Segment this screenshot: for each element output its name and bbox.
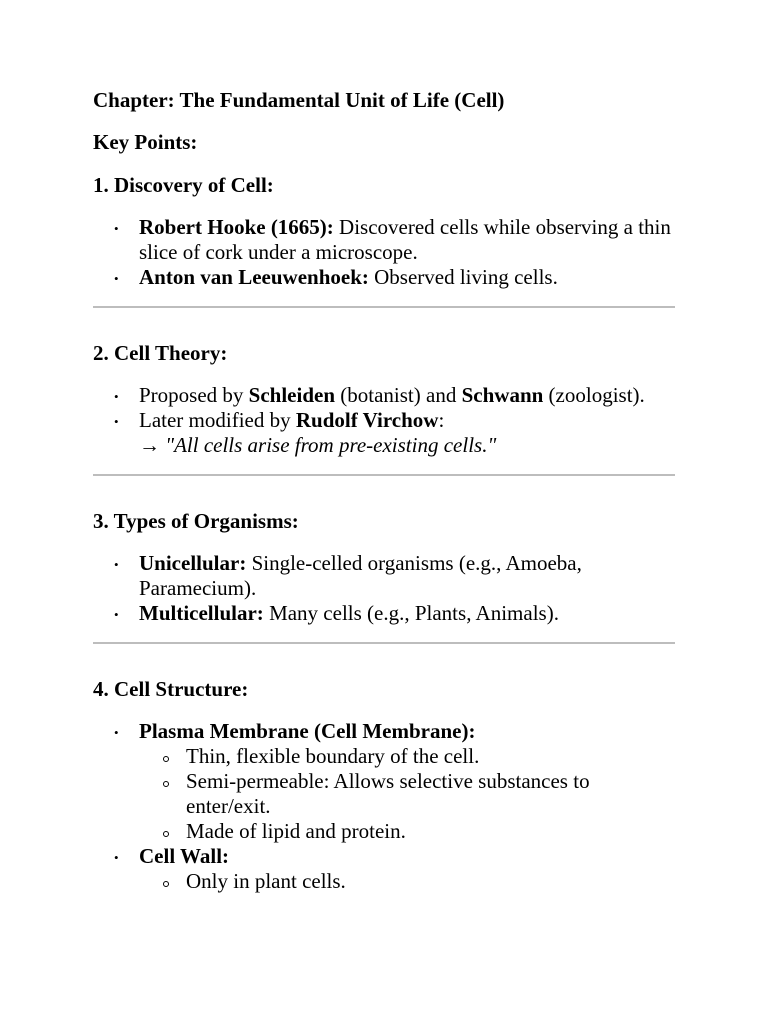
item-text: Many cells (e.g., Plants, Animals). — [263, 601, 559, 625]
list-item — [93, 215, 675, 265]
section-divider — [93, 642, 675, 644]
list-item — [93, 719, 675, 844]
section-heading-cell-theory: 2. Cell Theory: — [93, 341, 228, 365]
sublist-item: Only in plant cells. — [139, 869, 675, 894]
membrane-sublist — [93, 744, 675, 844]
sublist-item: Made of lipid and protein. — [139, 819, 675, 844]
item-bold-label: Cell Wall: — [139, 844, 230, 868]
structure-list — [93, 719, 675, 894]
list-item — [93, 551, 675, 601]
item-text: Observed living cells. — [368, 265, 558, 289]
key-points-label: Key Points: — [93, 130, 198, 154]
item-text: Proposed by — [139, 383, 249, 407]
cell-theory-list — [93, 383, 675, 458]
item-bold-label: Schleiden — [248, 383, 336, 407]
list-item — [93, 844, 675, 894]
item-bold-label: Anton van Leeuwenhoek: — [139, 265, 369, 289]
list-item — [93, 383, 675, 408]
item-bold-label: Unicellular: — [139, 551, 247, 575]
list-item — [93, 408, 675, 458]
chapter-title: Chapter: The Fundamental Unit of Life (Cell) — [93, 88, 505, 112]
list-item — [93, 601, 675, 626]
section-heading-organisms: 3. Types of Organisms: — [93, 509, 299, 533]
item-text: : — [438, 408, 445, 432]
item-bold-label: Plasma Membrane (Cell Membrane): — [139, 719, 476, 743]
item-bold-label: Robert Hooke (1665): — [139, 215, 334, 239]
section-divider — [93, 474, 675, 476]
item-text: (zoologist). — [543, 383, 645, 407]
item-text: Discovered cells while observing a thin slice of cork under a microscope. — [139, 215, 671, 264]
arrow-right-icon: → — [139, 433, 160, 457]
list-item — [93, 265, 675, 290]
wall-sublist — [93, 869, 675, 894]
item-text: Later modified by — [139, 408, 296, 432]
item-bold-label: Schwann — [461, 383, 544, 407]
virchow-quote: "All cells arise from pre-existing cells." — [165, 433, 497, 457]
section-heading-discovery: 1. Discovery of Cell: — [93, 173, 274, 197]
sublist-item: Thin, flexible boundary of the cell. — [139, 744, 675, 769]
organisms-list — [93, 551, 675, 626]
section-heading-structure: 4. Cell Structure: — [93, 677, 249, 701]
item-bold-label: Rudolf Virchow — [295, 408, 439, 432]
item-text: (botanist) and — [335, 383, 462, 407]
section-divider — [93, 306, 675, 308]
document-content — [93, 88, 675, 894]
discovery-list — [93, 215, 675, 290]
sublist-item: Semi-permeable: Allows selective substances to enter/exit. — [139, 769, 675, 819]
item-text: Single-celled organisms (e.g., Amoeba, Paramecium). — [139, 551, 582, 600]
item-bold-label: Multicellular: — [139, 601, 264, 625]
